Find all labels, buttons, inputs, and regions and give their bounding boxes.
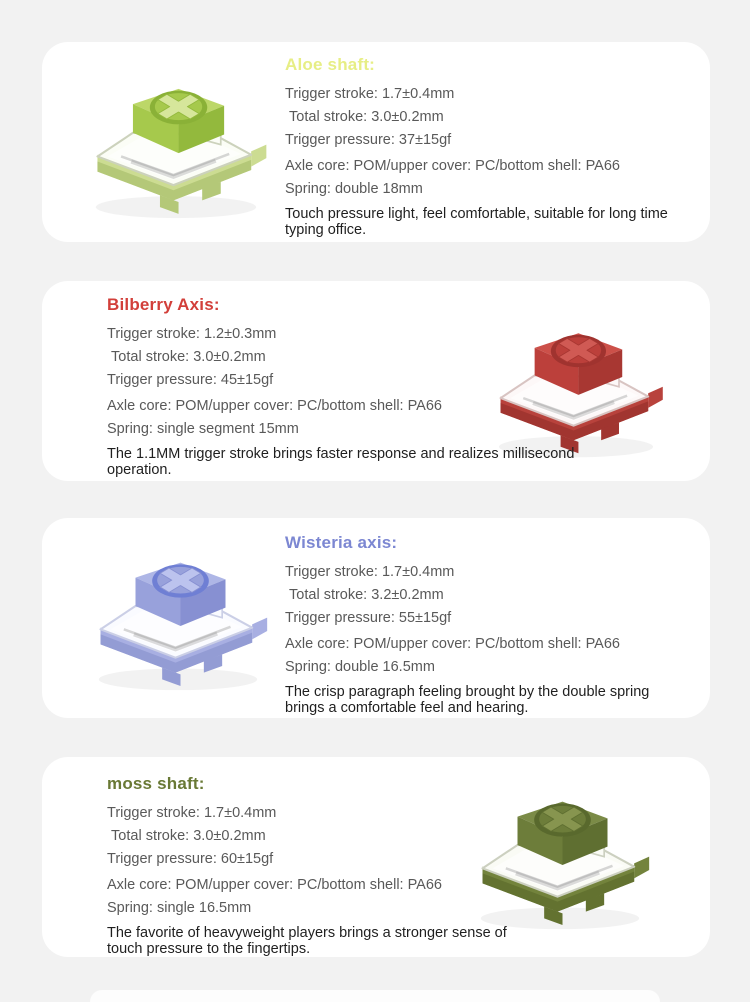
spec-materials: Axle core: POM/upper cover: PC/bottom shell: PA66 [285,158,620,174]
next-card-top-edge [90,990,660,1002]
switch-description: Touch pressure light, feel comfortable, suitable for long time typing office. [285,206,668,238]
card-title: moss shaft: [107,774,205,793]
switch-card-moss [42,757,710,957]
spec-trigger-stroke: Trigger stroke: 1.7±0.4mm [285,86,455,102]
spec-materials: Axle core: POM/upper cover: PC/bottom shell: PA66 [285,636,620,652]
switch-card-aloe [42,42,710,242]
keyboard-switch-illustration [80,546,276,696]
spec-total-stroke: Total stroke: 3.2±0.2mm [285,587,444,603]
switch-info-bilberry [107,294,622,478]
spec-trigger-pressure: Trigger pressure: 37±15gf [285,132,452,148]
spec-total-stroke: Total stroke: 3.0±0.2mm [107,349,266,365]
spec-trigger-pressure: Trigger pressure: 55±15gf [285,610,452,626]
card-title: Bilberry Axis: [107,295,220,314]
spec-trigger-stroke: Trigger stroke: 1.7±0.4mm [285,564,455,580]
card-title: Wisteria axis: [285,533,398,552]
spec-spring: Spring: double 16.5mm [285,659,435,675]
switch-photo-aloe [76,72,276,224]
switch-description: The 1.1MM trigger stroke brings faster response and realizes millisecond operation. [107,446,575,478]
spec-materials: Axle core: POM/upper cover: PC/bottom shell: PA66 [107,877,442,893]
spec-trigger-pressure: Trigger pressure: 60±15gf [107,851,274,867]
card-title: Aloe shaft: [285,55,376,74]
switch-card-wisteria [42,518,710,718]
spec-spring: Spring: double 18mm [285,181,423,197]
spec-trigger-stroke: Trigger stroke: 1.7±0.4mm [107,805,277,821]
switch-card-bilberry [42,281,710,481]
switch-description: The crisp paragraph feeling brought by the double spring brings a comfortable feel and hearing. [285,684,650,716]
switch-description: The favorite of heavyweight players brings a stronger sense of touch pressure to the fingertips. [107,925,507,957]
keyboard-switch-illustration [76,72,276,224]
switch-info-moss [107,773,537,957]
spec-spring: Spring: single segment 15mm [107,421,299,437]
switch-info-wisteria [285,532,687,716]
spec-total-stroke: Total stroke: 3.0±0.2mm [285,109,444,125]
spec-total-stroke: Total stroke: 3.0±0.2mm [107,828,266,844]
spec-materials: Axle core: POM/upper cover: PC/bottom shell: PA66 [107,398,442,414]
spec-spring: Spring: single 16.5mm [107,900,252,916]
switch-photo-wisteria [80,546,276,696]
spec-trigger-pressure: Trigger pressure: 45±15gf [107,372,274,388]
switch-info-aloe [285,54,670,238]
spec-trigger-stroke: Trigger stroke: 1.2±0.3mm [107,326,277,342]
